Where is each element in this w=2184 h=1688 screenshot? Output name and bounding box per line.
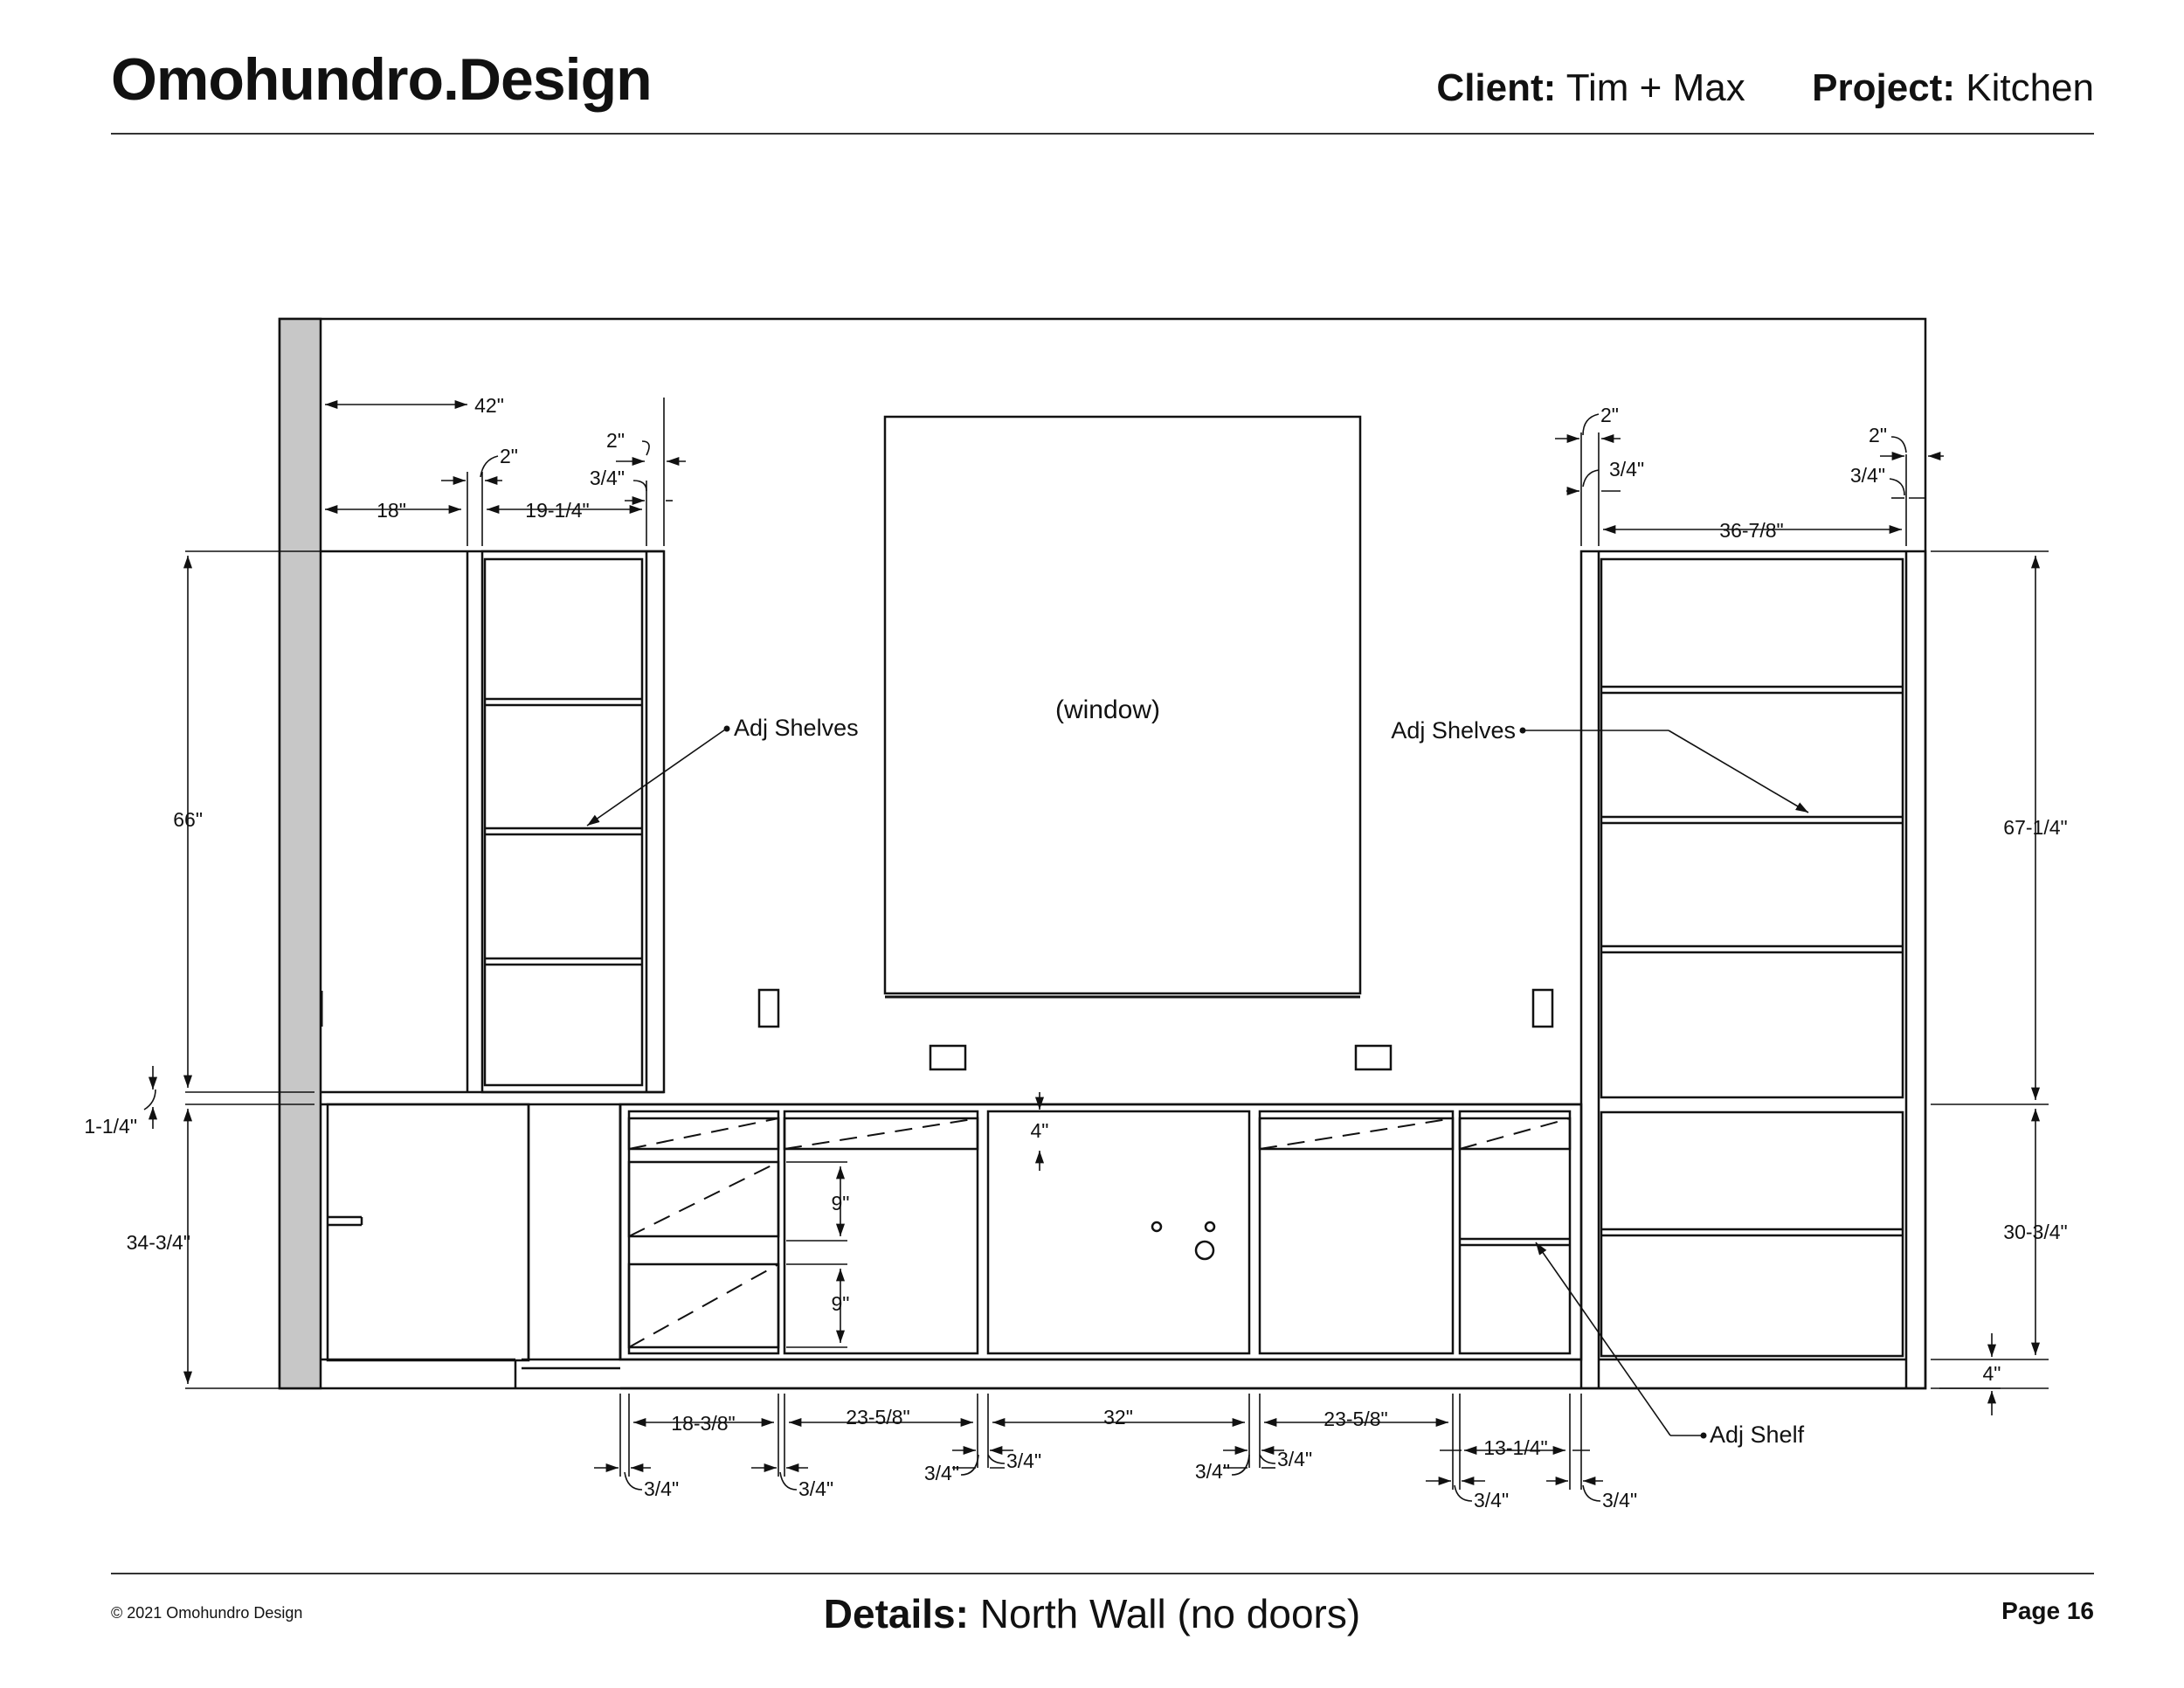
client-value: Tim + Max	[1565, 66, 1745, 109]
dim-3-4-bottom-1: 3/4"	[644, 1477, 680, 1500]
dim-13-1-4: 13-1/4"	[1483, 1436, 1548, 1459]
dim-23-5-8-b: 23-5/8"	[1324, 1408, 1388, 1430]
client-label: Client:	[1436, 66, 1557, 109]
dim-18-3-8: 18-3/8"	[671, 1412, 736, 1435]
dim-30-3-4: 30-3/4"	[2003, 1221, 2068, 1243]
dim-18: 18"	[377, 499, 406, 522]
adj-shelves-left-label: Adj Shelves	[734, 715, 859, 741]
copyright: © 2021 Omohundro Design	[111, 1604, 303, 1622]
dim-66: 66"	[173, 808, 203, 831]
project-value: Kitchen	[1966, 66, 2094, 109]
dim-2-b: 2"	[606, 429, 625, 452]
brand-logo: Omohundro.Design	[111, 46, 652, 113]
adj-shelves-right-label: Adj Shelves	[1391, 717, 1516, 744]
dim-3-4-bottom-8: 3/4"	[1602, 1489, 1638, 1512]
side-wall	[280, 319, 321, 1388]
window-label: (window)	[1054, 695, 1161, 724]
wall-outline	[280, 319, 1925, 1388]
dim-3-4-bottom-4: 3/4"	[1006, 1449, 1042, 1472]
dimension-lines	[144, 398, 2049, 1501]
dim-2-d: 2"	[1869, 424, 1887, 446]
dim-2-a: 2"	[500, 445, 518, 467]
dim-42: 42"	[474, 394, 504, 417]
base-cabinets	[321, 1104, 1581, 1388]
dim-67-1-4: 67-1/4"	[2003, 816, 2068, 839]
dim-3-4-bottom-5: 3/4"	[1194, 1460, 1230, 1483]
dim-4-mid: 4"	[1030, 1119, 1049, 1142]
dim-3-4-bottom-6: 3/4"	[1277, 1448, 1313, 1470]
dim-23-5-8-a: 23-5/8"	[846, 1406, 910, 1429]
annotation-dots	[724, 726, 1707, 1439]
dim-32: 32"	[1103, 1406, 1133, 1429]
dim-2-c: 2"	[1600, 404, 1619, 426]
project-label: Project:	[1812, 66, 1955, 109]
upper-left-cabinet	[321, 551, 664, 1092]
wall-outlets	[759, 990, 1552, 1069]
dim-19-1-4: 19-1/4"	[525, 499, 590, 522]
dim-9-b: 9"	[831, 1292, 850, 1315]
page-number: Page 16	[2001, 1597, 2094, 1624]
dim-3-4-a: 3/4"	[589, 467, 625, 489]
dim-3-4-bottom-3: 3/4"	[923, 1462, 959, 1484]
dim-4-right: 4"	[1982, 1362, 2001, 1385]
drawer-diagonals	[629, 1118, 1570, 1347]
tall-right-cabinet	[1581, 551, 1925, 1388]
dim-3-4-bottom-7: 3/4"	[1474, 1489, 1510, 1512]
dim-9-a: 9"	[831, 1192, 850, 1214]
dim-34-3-4: 34-3/4"	[126, 1231, 190, 1254]
dim-3-4-bottom-2: 3/4"	[798, 1477, 834, 1500]
dim-3-4-c: 3/4"	[1849, 464, 1885, 487]
dim-1-1-4: 1-1/4"	[84, 1115, 137, 1138]
annotation-leaders	[587, 730, 1808, 1435]
details-value: North Wall (no doors)	[979, 1591, 1361, 1636]
dim-3-4-b: 3/4"	[1609, 458, 1645, 481]
dim-36-7-8: 36-7/8"	[1719, 519, 1784, 542]
adj-shelf-label: Adj Shelf	[1710, 1422, 1805, 1448]
details-label: Details:	[823, 1591, 969, 1636]
